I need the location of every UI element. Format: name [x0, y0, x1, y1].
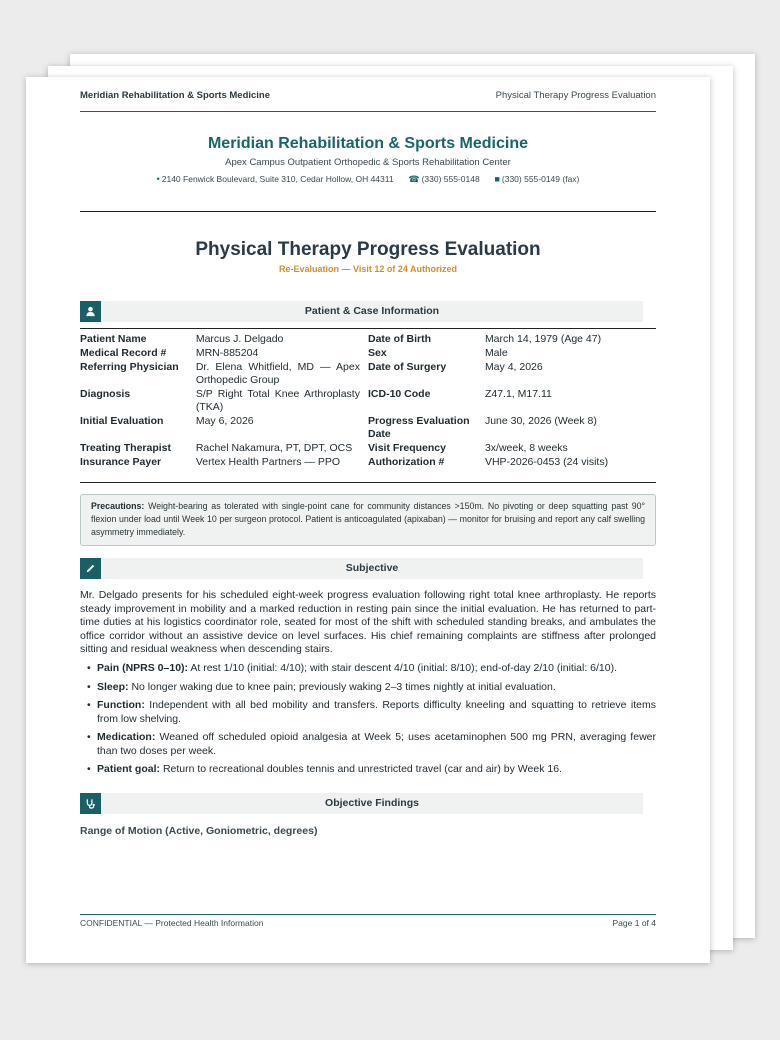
bullet-text: Weaned off scheduled opioid analgesia at Week 5; uses acetaminophen 500 mg PRN, averaging fewer than two doses per week.: [97, 731, 656, 757]
list-item: [80, 731, 656, 758]
footer-confidential: CONFIDENTIAL — Protected Health Information: [80, 918, 264, 928]
rom-subheading: Range of Motion (Active, Goniometric, degrees): [80, 825, 318, 837]
info-label: Patient Name: [80, 333, 147, 345]
info-row: [80, 456, 656, 470]
info-row: [80, 415, 656, 442]
info-row: [80, 442, 656, 456]
info-label: Referring Physician: [80, 361, 179, 373]
list-item: [80, 681, 656, 695]
info-value: Rachel Nakamura, PT, DPT, OCS: [195, 442, 353, 454]
section-title-patient: Patient & Case Information: [101, 301, 643, 322]
patient-info-table: [80, 333, 656, 470]
precautions-box: [80, 494, 656, 546]
info-row: [80, 333, 656, 347]
list-item: [80, 763, 656, 777]
subjective-bullets: [80, 662, 656, 782]
info-value: Male: [484, 347, 508, 359]
info-label: Initial Evaluation: [80, 415, 164, 427]
info-label: Diagnosis: [80, 388, 131, 400]
section-header-objective: [80, 793, 656, 814]
info-value: June 30, 2026 (Week 8): [484, 415, 597, 427]
bullet-label: Pain (NPRS 0–10):: [97, 662, 189, 674]
section-header-patient: [80, 301, 656, 322]
info-label: Progress Evaluation Date: [367, 415, 470, 440]
phone: (330) 555-0148: [421, 174, 480, 184]
precautions-label: Precautions:: [91, 501, 145, 511]
section-divider: [80, 328, 656, 329]
info-value: Vertex Health Partners — PPO: [195, 456, 340, 468]
organization-name: Meridian Rehabilitation & Sports Medicine: [207, 135, 529, 152]
phone-icon: ☎: [408, 174, 420, 184]
info-value: VHP-2026-0453 (24 visits): [484, 456, 609, 468]
info-label: Visit Frequency: [367, 442, 446, 454]
document-subtitle: Re-Evaluation — Visit 12 of 24 Authorized: [278, 264, 458, 274]
list-item: [80, 699, 656, 726]
info-value: MRN-885204: [195, 347, 259, 359]
info-value: May 6, 2026: [195, 415, 254, 427]
info-label: Treating Therapist: [80, 442, 172, 454]
document-title-block: [80, 239, 656, 274]
document-title: Physical Therapy Progress Evaluation: [195, 239, 541, 260]
address: 2140 Fenwick Boulevard, Suite 310, Cedar Hollow, OH 44311: [161, 174, 394, 184]
info-value: S/P Right Total Knee Arthroplasty (TKA): [195, 388, 360, 413]
info-value: March 14, 1979 (Age 47): [484, 333, 602, 345]
contact-line: [80, 174, 656, 185]
info-label: Insurance Payer: [80, 456, 162, 468]
info-label: Authorization #: [367, 456, 445, 468]
campus-name: Apex Campus Outpatient Orthopedic & Sports Rehabilitation Center: [225, 157, 511, 168]
running-header: [80, 90, 656, 112]
bullet-text: Return to recreational doubles tennis and unrestricted travel (car and air) by Week 16.: [162, 763, 562, 775]
footer-rule: [80, 914, 656, 915]
fax: (330) 555-0149 (fax): [501, 174, 580, 184]
info-row: [80, 388, 656, 415]
running-header-left: Meridian Rehabilitation & Sports Medicine: [80, 90, 271, 101]
bullet-label: Sleep:: [97, 680, 129, 693]
subjective-paragraph: Mr. Delgado presents for his scheduled eight-week progress evaluation following right total knee arthroplasty. He reports steady improvement in mobility and a marked reduction in resting pain since the initial evaluation. He has returned to part-time duties at his logistics coordinator role, seated for most of the shift with scheduled standing breaks, and ambulates the office corridor without an assistive device on level surfaces. His chief remaining complaints are stiffness after prolonged sitting and residual weakness when descending stairs.: [80, 589, 656, 655]
info-label: Sex: [367, 347, 387, 359]
info-row: [80, 347, 656, 361]
page-number: Page 1 of 4: [612, 918, 656, 928]
bullet-label: Patient goal:: [97, 763, 161, 775]
info-label: Date of Surgery: [367, 361, 447, 373]
table-bottom-rule: [80, 482, 656, 483]
info-label: ICD-10 Code: [367, 388, 431, 400]
section-title-objective: Objective Findings: [101, 793, 643, 814]
map-pin-icon: •: [156, 174, 160, 184]
header-divider: [80, 211, 656, 212]
info-value: Z47.1, M17.11: [484, 388, 552, 400]
bullet-text: Independent with all bed mobility and transfers. Reports difficulty kneeling and squatting to retrieve items from low shelving.: [97, 699, 656, 725]
bullet-text: At rest 1/10 (initial: 4/10); with stair descent 4/10 (initial: 8/10); end-of-day 2/10 (initial: 6/10).: [190, 662, 618, 674]
section-header-subjective: [80, 558, 656, 579]
user-icon: [80, 301, 101, 322]
stethoscope-icon: [80, 793, 101, 814]
organization-block: [80, 135, 656, 185]
info-label: Date of Birth: [367, 333, 431, 345]
list-item: [80, 662, 656, 676]
fax-document-icon: ■: [494, 174, 500, 184]
precautions-text: Weight-bearing as tolerated with single-point cane for community distances >150m. No pivoting or deep squatting past 90° flexion under load until Week 10 per surgeon protocol. Patient is anticoagulated (apixaban) — monitor for bruising and report any calf swelling asymmetry immediately.: [91, 501, 646, 537]
info-value: Dr. Elena Whitfield, MD — Apex Orthopedic Group: [195, 361, 360, 386]
bullet-text: No longer waking due to knee pain; previously waking 2–3 times nightly at initial evaluation.: [131, 680, 556, 693]
section-title-subjective: Subjective: [101, 558, 643, 579]
document-page: [26, 77, 710, 963]
bullet-label: Function:: [97, 699, 145, 711]
info-value: 3x/week, 8 weeks: [484, 442, 568, 454]
info-label: Medical Record #: [80, 347, 167, 359]
info-value: May 4, 2026: [484, 361, 543, 373]
bullet-label: Medication:: [97, 731, 156, 743]
info-row: [80, 361, 656, 388]
running-header-right: Physical Therapy Progress Evaluation: [495, 90, 656, 101]
info-value: Marcus J. Delgado: [195, 333, 284, 345]
pencil-icon: [80, 558, 101, 579]
